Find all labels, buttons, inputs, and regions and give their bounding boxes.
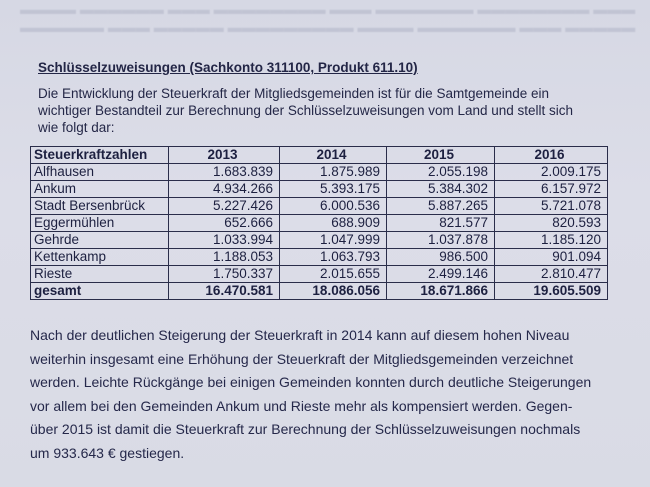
table-cell: 688.909	[280, 215, 387, 232]
table-cell: 1.033.994	[169, 232, 280, 249]
column-header: 2015	[387, 147, 495, 164]
table-cell: 6.157.972	[495, 181, 608, 198]
table-cell: 652.666	[169, 215, 280, 232]
total-label: gesamt	[31, 283, 169, 300]
table-cell: 1.037.878	[387, 232, 495, 249]
table-cell: 5.721.078	[495, 198, 608, 215]
column-header: 2016	[495, 147, 608, 164]
table-cell: 1.185.120	[495, 232, 608, 249]
table-cell: 2.499.146	[387, 266, 495, 283]
body-line: vor allem bei den Gemeinden Ankum und Rieste mehr als kompensiert werden. Gegen-	[30, 397, 573, 414]
total-cell: 18.671.866	[387, 283, 495, 300]
body-line: weiterhin insgesamt eine Erhöhung der Steuerkraft der Mitgliedsgemeinden verzeichnet	[30, 350, 574, 367]
table-cell: 2.009.175	[495, 164, 608, 181]
table-row	[31, 266, 608, 283]
table-header-row	[31, 147, 608, 164]
table-cell: 1.875.989	[280, 164, 387, 181]
table-cell: 1.047.999	[280, 232, 387, 249]
table-cell: 2.810.477	[495, 266, 608, 283]
table-cell: 5.384.302	[387, 181, 495, 198]
column-header: 2013	[169, 147, 280, 164]
table-cell: 901.094	[495, 249, 608, 266]
table-cell: 2.055.198	[387, 164, 495, 181]
row-label: Stadt Bersenbrück	[31, 198, 169, 215]
row-label: Rieste	[31, 266, 169, 283]
table-cell: 4.934.266	[169, 181, 280, 198]
row-label: Kettenkamp	[31, 249, 169, 266]
row-label: Ankum	[31, 181, 169, 198]
show-through-text: ▬▬▬▬ ▬▬▬▬▬▬ ▬▬▬ ▬▬▬▬▬▬▬▬ ▬▬▬ ▬▬▬▬▬▬▬ ▬▬▬▬▬▬▬▬ ▬▬▬ ▬▬▬▬▬▬ ▬▬▬ ▬▬▬▬▬ ▬▬▬▬▬▬▬▬▬ ▬▬▬▬ ▬▬▬▬▬▬▬ ▬▬▬ ▬▬▬▬▬	[20, 1, 636, 35]
table-row	[31, 232, 608, 249]
row-label: Alfhausen	[31, 164, 169, 181]
table-row	[31, 249, 608, 266]
table-cell: 1.750.337	[169, 266, 280, 283]
section-heading: Schlüsselzuweisungen (Sachkonto 311100, Produkt 611.10)	[38, 60, 418, 75]
summary-paragraph	[30, 324, 650, 465]
table-cell: 5.227.426	[169, 198, 280, 215]
intro-line: wichtiger Bestandteil zur Berechnung der Schlüsselzuweisungen vom Land und stellt sich	[38, 103, 574, 118]
table-cell: 1.683.839	[169, 164, 280, 181]
total-cell: 19.605.509	[495, 283, 608, 300]
row-label: Eggermühlen	[31, 215, 169, 232]
table-row	[31, 215, 608, 232]
intro-paragraph	[38, 85, 638, 136]
table-cell: 986.500	[387, 249, 495, 266]
table-cell: 2.015.655	[280, 266, 387, 283]
table-cell: 6.000.536	[280, 198, 387, 215]
table-row	[31, 198, 608, 215]
table-cell: 5.393.175	[280, 181, 387, 198]
body-line: über 2015 ist damit die Steuerkraft zur Berechnung der Schlüsselzuweisungen nochmals	[30, 421, 581, 437]
table-row	[31, 164, 608, 181]
intro-line: wie folgt dar:	[38, 120, 115, 135]
table-total-row	[31, 283, 608, 300]
table-cell: 821.577	[387, 215, 495, 232]
table-cell: 820.593	[495, 215, 608, 232]
intro-line: Die Entwicklung der Steuerkraft der Mitgliedsgemeinden ist für die Samtgemeinde ein	[38, 86, 550, 101]
total-cell: 18.086.056	[280, 283, 387, 300]
table-cell: 1.063.793	[280, 249, 387, 266]
table-cell: 1.188.053	[169, 249, 280, 266]
body-line: um 933.643 € gestiegen.	[30, 444, 185, 461]
table-row	[31, 181, 608, 198]
row-label: Gehrde	[31, 232, 169, 249]
column-header: Steuerkraftzahlen	[31, 147, 169, 164]
total-cell: 16.470.581	[169, 283, 280, 300]
body-line: Nach der deutlichen Steigerung der Steuerkraft in 2014 kann auf diesem hohen Niveau	[30, 327, 570, 343]
body-line: werden. Leichte Rückgänge bei einigen Gemeinden konnten durch deutliche Steigerungen	[30, 374, 592, 390]
column-header: 2014	[280, 147, 387, 164]
table-cell: 5.887.265	[387, 198, 495, 215]
steuerkraft-table	[30, 146, 608, 300]
